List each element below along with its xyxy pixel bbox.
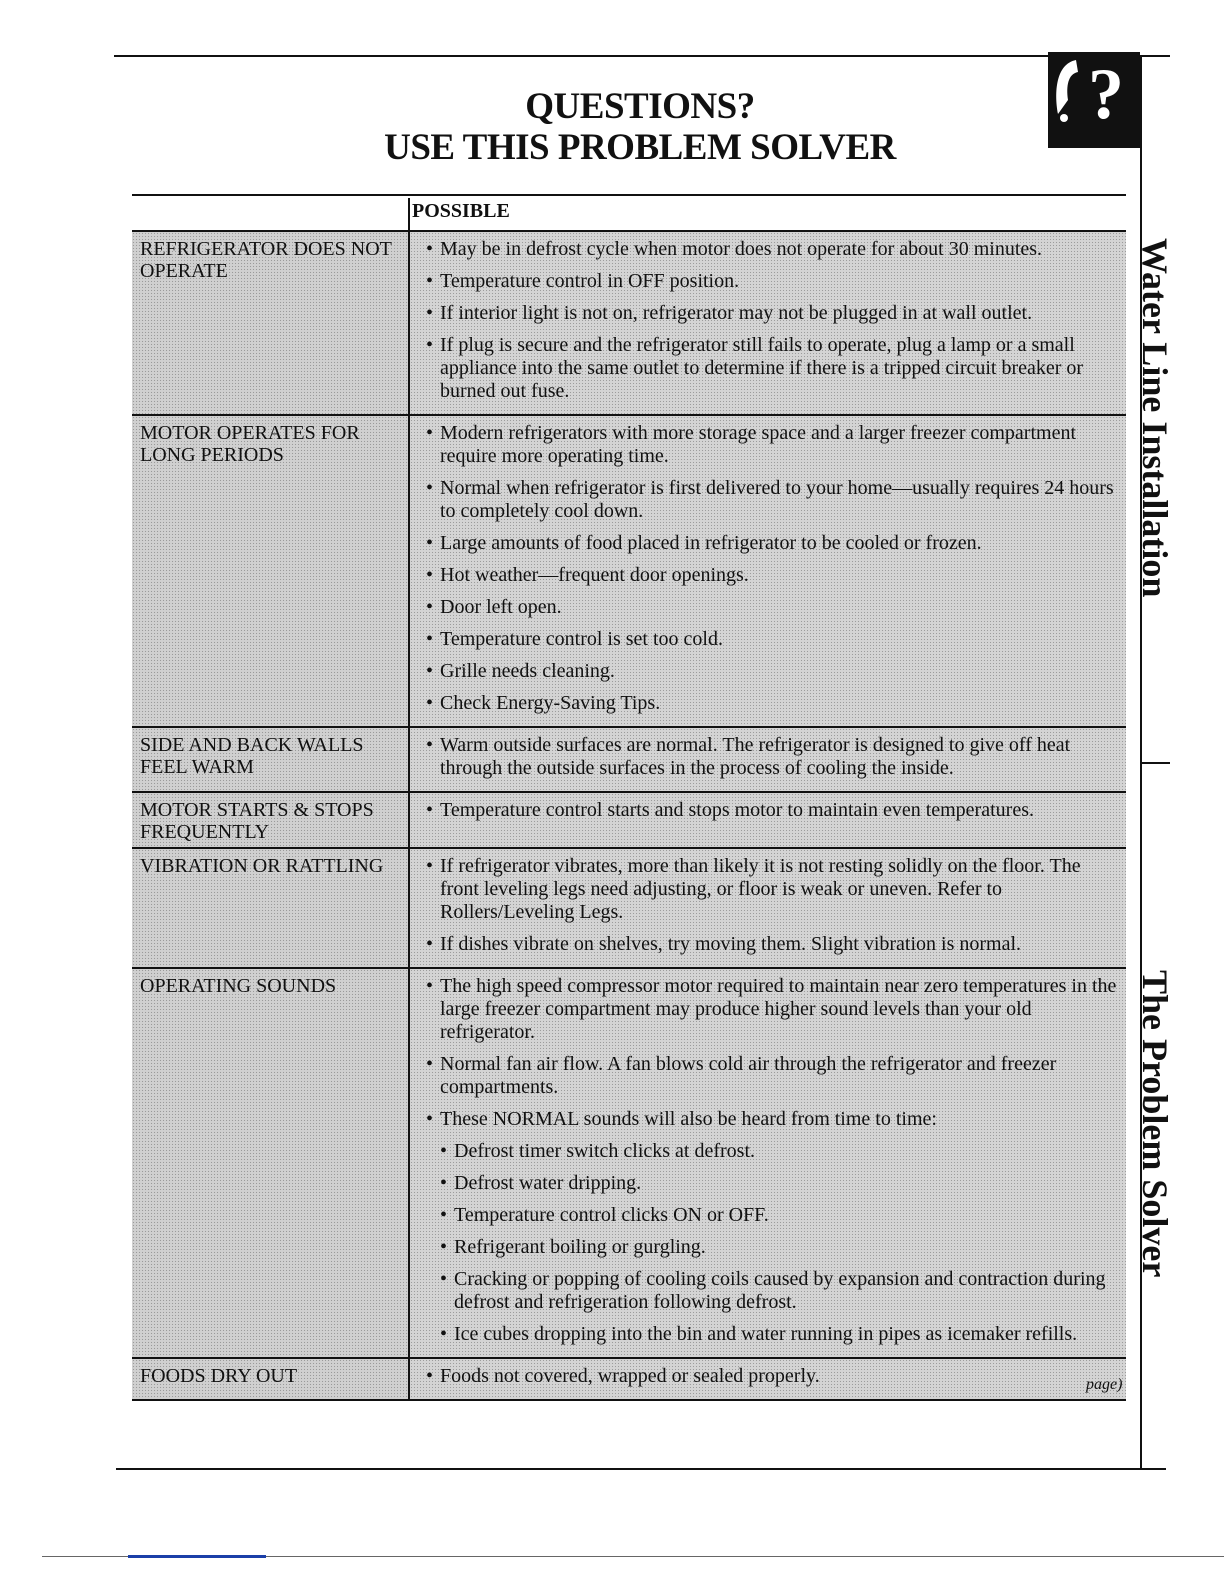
- problem-label: VIBRATION OR RATTLING: [132, 849, 408, 967]
- bottom-rule: [116, 1468, 1166, 1470]
- solution-text: Door left open.: [440, 596, 562, 618]
- bullet-icon: •: [426, 692, 434, 714]
- bullet-icon: •: [426, 660, 434, 682]
- bullet-icon: •: [440, 1140, 448, 1162]
- bullet-icon: •: [426, 477, 434, 499]
- bullet-icon: •: [426, 1053, 434, 1075]
- solution-text: May be in defrost cycle when motor does not operate for about 30 minutes.: [440, 238, 1043, 260]
- solution-item: [420, 1053, 1118, 1099]
- solution-item: [420, 422, 1118, 468]
- solution-item: [420, 532, 1118, 555]
- top-rule: [114, 55, 1170, 57]
- bullet-icon: •: [426, 238, 434, 260]
- problem-label: REFRIGERATOR DOES NOT OPERATE: [132, 232, 408, 414]
- bullet-icon: •: [426, 628, 434, 650]
- problem-label: SIDE AND BACK WALLS FEEL WARM: [132, 728, 408, 791]
- solution-text: The high speed compressor motor required to maintain near zero temperatures in the large freezer compartment may produce higher sound levels than your old refrigerator.: [440, 975, 1117, 1043]
- section-tab-divider: [1140, 762, 1170, 764]
- page-title: [320, 86, 960, 168]
- solution-text: Temperature control is set too cold.: [440, 628, 723, 650]
- solution-list: [410, 416, 1126, 726]
- solution-item: [420, 596, 1118, 619]
- table-row: [132, 847, 1126, 967]
- solution-item: [420, 1323, 1118, 1346]
- table-row: [132, 1357, 1126, 1401]
- solution-item: [420, 1108, 1118, 1131]
- bullet-icon: •: [440, 1268, 448, 1290]
- solution-text: Defrost timer switch clicks at defrost.: [454, 1140, 756, 1162]
- problem-label: MOTOR STARTS & STOPS FREQUENTLY: [132, 793, 408, 847]
- bullet-icon: •: [426, 975, 434, 997]
- solution-text: Temperature control clicks ON or OFF.: [454, 1204, 769, 1226]
- solution-item: [420, 799, 1118, 822]
- solution-text: If dishes vibrate on shelves, try moving them. Slight vibration is normal.: [440, 933, 1022, 955]
- table-header: [132, 194, 1126, 230]
- bullet-icon: •: [426, 532, 434, 554]
- solution-item: [420, 270, 1118, 293]
- side-tab-problem-solver: The Problem Solver: [1135, 970, 1175, 1278]
- title-line-1: QUESTIONS?: [525, 86, 755, 127]
- question-face-icon: [1048, 52, 1140, 148]
- solution-text: Refrigerant boiling or gurgling.: [454, 1236, 706, 1258]
- solution-text: Cracking or popping of cooling coils caused by expansion and contraction during defrost and refrigeration following defrost.: [454, 1268, 1106, 1313]
- solution-text: Modern refrigerators with more storage space and a larger freezer compartment require more operating time.: [440, 422, 1076, 467]
- solution-text: Defrost water dripping.: [454, 1172, 642, 1194]
- solution-item: [420, 1365, 1118, 1388]
- solution-text: Temperature control in OFF position.: [440, 270, 740, 292]
- table-row: [132, 791, 1126, 847]
- bullet-icon: •: [426, 596, 434, 618]
- bullet-icon: •: [426, 270, 434, 292]
- solution-text: Hot weather—frequent door openings.: [440, 564, 749, 586]
- solution-list: [410, 969, 1126, 1357]
- solution-text: Normal when refrigerator is first delivered to your home—usually requires 24 hours to completely cool down.: [440, 477, 1114, 522]
- table-row: [132, 726, 1126, 791]
- problem-label: MOTOR OPERATES FOR LONG PERIODS: [132, 416, 408, 726]
- solution-item: [420, 238, 1118, 261]
- bullet-icon: •: [426, 855, 434, 877]
- solution-text: If plug is secure and the refrigerator still fails to operate, plug a lamp or a small appliance into the same outlet to determine if there is a tripped circuit breaker or burned out fuse.: [440, 334, 1084, 402]
- bullet-icon: •: [426, 334, 434, 356]
- solution-text: Warm outside surfaces are normal. The refrigerator is designed to give off heat through the outside surfaces in the process of cooling the inside.: [440, 734, 1071, 779]
- svg-text:?: ?: [1088, 54, 1124, 134]
- bullet-icon: •: [426, 933, 434, 955]
- bullet-icon: •: [426, 1108, 434, 1130]
- solution-item: [420, 855, 1118, 924]
- solution-item: [420, 564, 1118, 587]
- solution-text: Foods not covered, wrapped or sealed properly.: [440, 1365, 820, 1387]
- bullet-icon: •: [426, 734, 434, 756]
- solution-item: [420, 628, 1118, 651]
- problem-label: FOODS DRY OUT: [132, 1359, 408, 1399]
- solution-list: [410, 1359, 1126, 1399]
- bullet-icon: •: [440, 1236, 448, 1258]
- solution-text: Grille needs cleaning.: [440, 660, 615, 682]
- solution-text: Ice cubes dropping into the bin and water running in pipes as icemaker refills.: [454, 1323, 1078, 1345]
- solution-text: These NORMAL sounds will also be heard from time to time:: [440, 1108, 937, 1130]
- table-row: [132, 967, 1126, 1357]
- solution-item: [420, 1172, 1118, 1195]
- solution-list: [410, 849, 1126, 967]
- table-row: [132, 230, 1126, 414]
- solution-item: [420, 477, 1118, 523]
- solution-text: Large amounts of food placed in refrigerator to be cooled or frozen.: [440, 532, 982, 554]
- problem-solver-table: [132, 194, 1126, 1401]
- bullet-icon: •: [440, 1204, 448, 1226]
- solution-list: [410, 728, 1126, 791]
- header-divider: [408, 198, 410, 230]
- solution-list: [410, 793, 1126, 847]
- table-row: [132, 414, 1126, 726]
- bullet-icon: •: [440, 1172, 448, 1194]
- solution-text: If interior light is not on, refrigerator may not be plugged in at wall outlet.: [440, 302, 1033, 324]
- solution-text: Temperature control starts and stops motor to maintain even temperatures.: [440, 799, 1034, 821]
- bullet-icon: •: [440, 1323, 448, 1345]
- title-line-2: USE THIS PROBLEM SOLVER: [384, 127, 896, 168]
- solution-item: [420, 1204, 1118, 1227]
- bullet-icon: •: [426, 302, 434, 324]
- solution-item: [420, 1236, 1118, 1259]
- solution-item: [420, 692, 1118, 715]
- problem-label: OPERATING SOUNDS: [132, 969, 408, 1357]
- footer-accent-line: [128, 1555, 266, 1558]
- solution-text: Normal fan air flow. A fan blows cold air through the refrigerator and freezer compartments.: [440, 1053, 1057, 1098]
- bullet-icon: •: [426, 564, 434, 586]
- side-tab-water-line: Water Line Installation: [1135, 238, 1175, 598]
- header-possible-causes: POSSIBLE: [412, 200, 510, 222]
- bullet-icon: •: [426, 422, 434, 444]
- solution-text: Check Energy-Saving Tips.: [440, 692, 661, 714]
- solution-text: If refrigerator vibrates, more than likely it is not resting solidly on the floor. The front leveling legs need adjusting, or floor is weak or uneven. Refer to Rollers/Leveling Legs.: [440, 855, 1081, 923]
- solution-list: [410, 232, 1126, 414]
- page-footer-note: page): [1086, 1376, 1123, 1393]
- solution-item: [420, 933, 1118, 956]
- solution-item: [420, 660, 1118, 683]
- solution-item: [420, 734, 1118, 780]
- solution-item: [420, 302, 1118, 325]
- solution-item: [420, 1140, 1118, 1163]
- bullet-icon: •: [426, 1365, 434, 1387]
- bullet-icon: •: [426, 799, 434, 821]
- solution-item: [420, 975, 1118, 1044]
- solution-item: [420, 334, 1118, 403]
- solution-item: [420, 1268, 1118, 1314]
